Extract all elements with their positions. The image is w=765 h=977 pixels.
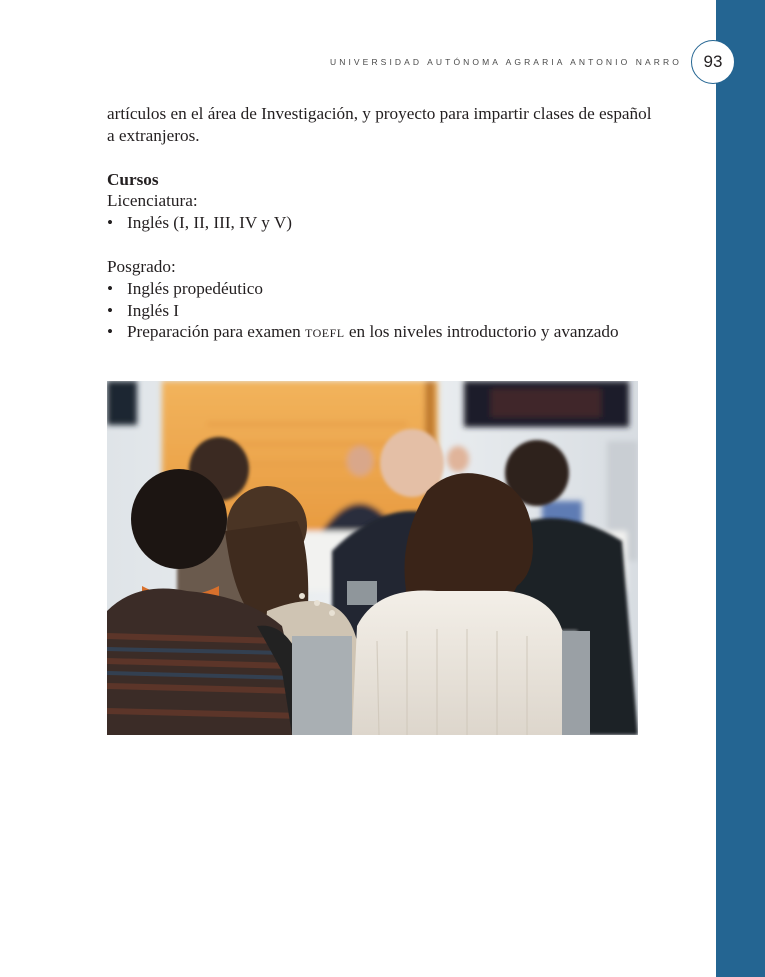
intro-paragraph-line: a extranjeros. [107, 125, 200, 145]
main-text-block [107, 103, 667, 343]
toefl-acronym: toefl [305, 322, 345, 342]
running-header-title: UNIVERSIDAD AUTÓNOMA AGRARIA ANTONIO NARRO [329, 57, 682, 67]
list-item [107, 321, 667, 343]
page-number: 93 [691, 40, 735, 84]
posgrado-list [107, 278, 667, 343]
list-item-text: en los niveles introductorio y avanzado [344, 322, 619, 342]
posgrado-label: Posgrado: [107, 256, 176, 276]
licenciatura-list [107, 212, 667, 234]
list-item: • Inglés (I, II, III, IV y V) [107, 212, 667, 234]
list-item: • Inglés I [107, 300, 667, 322]
side-color-band [716, 0, 765, 977]
list-item-text: Preparación para examen [127, 322, 305, 342]
courses-heading: Cursos [107, 169, 159, 189]
intro-paragraph-line: artículos en el área de Investigación, y proyecto para impartir clases de español [107, 104, 652, 123]
conference-audience-photo [107, 381, 638, 735]
list-item: • Inglés propedéutico [107, 278, 667, 300]
licenciatura-label: Licenciatura: [107, 191, 198, 211]
